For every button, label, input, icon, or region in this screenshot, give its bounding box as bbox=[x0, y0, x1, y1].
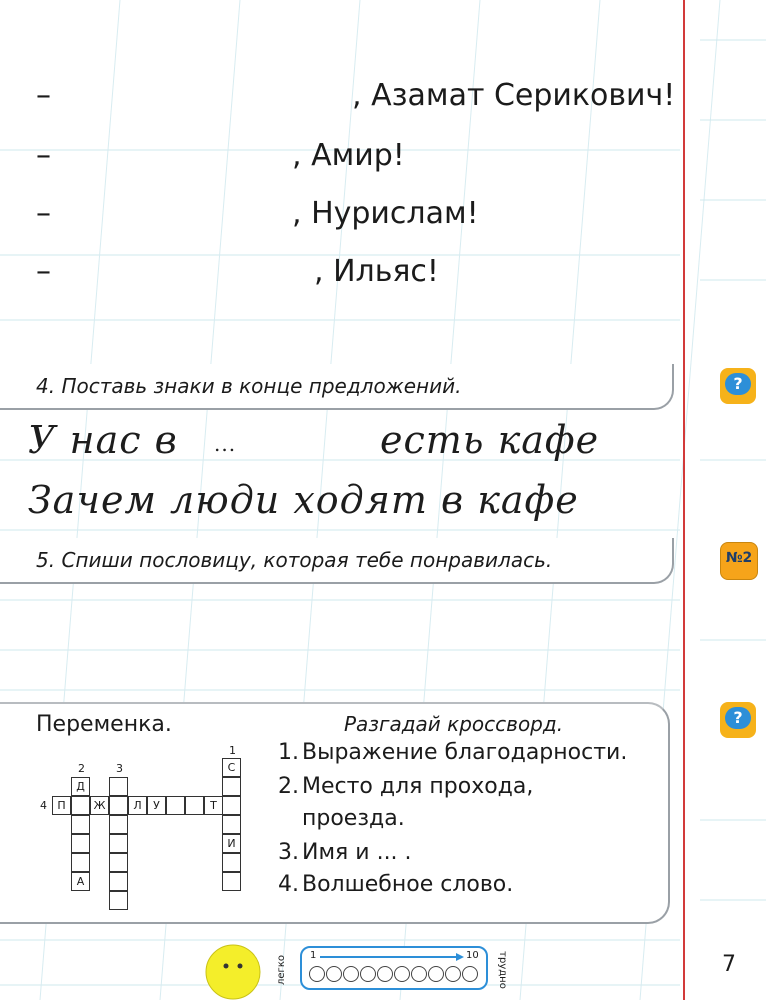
crossword-number-2: 2 bbox=[78, 762, 85, 775]
dots-text: ... bbox=[214, 432, 237, 456]
handwritten-part-1: У нас в bbox=[28, 418, 178, 462]
question-icon bbox=[720, 368, 756, 404]
page-number: 7 bbox=[722, 952, 736, 977]
scale-max: 10 bbox=[466, 950, 479, 961]
handwritten-line-2: Зачем люди ходят в кафе bbox=[28, 478, 579, 522]
crossword-cell[interactable] bbox=[222, 777, 241, 796]
clue-3 bbox=[278, 840, 412, 865]
scale-circles[interactable] bbox=[308, 965, 482, 983]
crossword-cell[interactable] bbox=[185, 796, 204, 815]
clue-number: 3. bbox=[278, 840, 299, 865]
clue-2-cont bbox=[278, 806, 405, 831]
clue-1 bbox=[278, 740, 627, 765]
crossword-cell[interactable]: У bbox=[147, 796, 166, 815]
crossword-cell[interactable] bbox=[71, 796, 90, 815]
dash: – bbox=[36, 254, 51, 289]
clue-number: 2. bbox=[278, 774, 299, 799]
clue-text: Волшебное слово. bbox=[302, 872, 514, 897]
clue-text: Выражение благодарности. bbox=[302, 740, 628, 765]
greeting-text: , Амир! bbox=[292, 138, 405, 173]
difficulty-hard-label: трудно bbox=[497, 951, 508, 989]
greeting-line-2 bbox=[36, 138, 405, 173]
question-icon bbox=[720, 702, 756, 738]
crossword-cell[interactable] bbox=[109, 777, 128, 796]
crossword-cell[interactable]: А bbox=[71, 872, 90, 891]
crossword-cell[interactable] bbox=[222, 815, 241, 834]
greeting-line-4 bbox=[36, 254, 439, 289]
crossword-cell[interactable] bbox=[222, 853, 241, 872]
crossword-cell[interactable] bbox=[71, 853, 90, 872]
difficulty-easy-label: легко bbox=[276, 955, 287, 985]
greeting-text: , Азамат Серикович! bbox=[352, 78, 676, 113]
task-5-instruction bbox=[0, 538, 674, 584]
smiley-icon bbox=[205, 944, 261, 1000]
clue-text: Место для прохода, bbox=[302, 774, 534, 799]
break-title: Переменка. bbox=[36, 712, 172, 737]
dash: – bbox=[36, 138, 51, 173]
handwritten-part-2: есть кафе bbox=[380, 418, 600, 462]
clue-2 bbox=[278, 774, 533, 799]
crossword-cell[interactable] bbox=[71, 815, 90, 834]
clue-number: 4. bbox=[278, 872, 299, 897]
crossword-cell[interactable] bbox=[222, 872, 241, 891]
dash: – bbox=[36, 196, 51, 231]
greeting-text: , Нурислам! bbox=[292, 196, 479, 231]
crossword-cell[interactable]: П bbox=[52, 796, 71, 815]
dash: – bbox=[36, 78, 51, 113]
crossword-cell[interactable] bbox=[109, 872, 128, 891]
greeting-text: , Ильяс! bbox=[314, 254, 439, 289]
crossword-cell[interactable]: Т bbox=[204, 796, 223, 815]
crossword-number-4: 4 bbox=[40, 799, 47, 812]
clue-text: Имя и ... . bbox=[302, 840, 412, 865]
greeting-line-3 bbox=[36, 196, 479, 231]
book-label: №2 bbox=[725, 550, 753, 566]
difficulty-scale bbox=[300, 946, 488, 990]
crossword-cell[interactable] bbox=[109, 834, 128, 853]
crossword-number-1: 1 bbox=[229, 744, 236, 757]
scale-min: 1 bbox=[310, 950, 317, 961]
crossword-cell[interactable]: Л bbox=[128, 796, 147, 815]
crossword-number-3: 3 bbox=[116, 762, 123, 775]
task-4-text: 4. Поставь знаки в конце предложений. bbox=[36, 374, 462, 398]
handwritten-sentence-1-end bbox=[380, 418, 599, 462]
handwritten-sentence-2 bbox=[28, 478, 579, 522]
crossword-cell[interactable] bbox=[109, 891, 128, 910]
scale-arrow bbox=[320, 952, 464, 962]
crossword-cell[interactable] bbox=[109, 853, 128, 872]
question-mark: ? bbox=[725, 707, 751, 729]
crossword-cell[interactable]: Ж bbox=[90, 796, 109, 815]
break-box bbox=[0, 702, 670, 924]
greeting-line-1 bbox=[36, 78, 676, 113]
task-4-instruction bbox=[0, 364, 674, 410]
crossword-cell[interactable] bbox=[109, 796, 128, 815]
task-5-text: 5. Спиши пословицу, которая тебе понравилась. bbox=[36, 548, 553, 572]
clue-4 bbox=[278, 872, 513, 897]
question-mark: ? bbox=[725, 373, 751, 395]
crossword-subtitle: Разгадай кроссворд. bbox=[344, 712, 564, 736]
clue-text: проезда. bbox=[302, 806, 405, 831]
handwritten-dots bbox=[214, 432, 236, 456]
clue-number: 1. bbox=[278, 740, 299, 765]
crossword-cell[interactable]: Д bbox=[71, 777, 90, 796]
book-icon bbox=[720, 542, 758, 580]
crossword-cell[interactable] bbox=[166, 796, 185, 815]
crossword-cell[interactable]: С bbox=[222, 758, 241, 777]
crossword-cell[interactable] bbox=[109, 815, 128, 834]
crossword-cell[interactable] bbox=[222, 796, 241, 815]
crossword-cell[interactable]: И bbox=[222, 834, 241, 853]
crossword-cell[interactable] bbox=[71, 834, 90, 853]
handwritten-sentence-1 bbox=[28, 418, 178, 462]
